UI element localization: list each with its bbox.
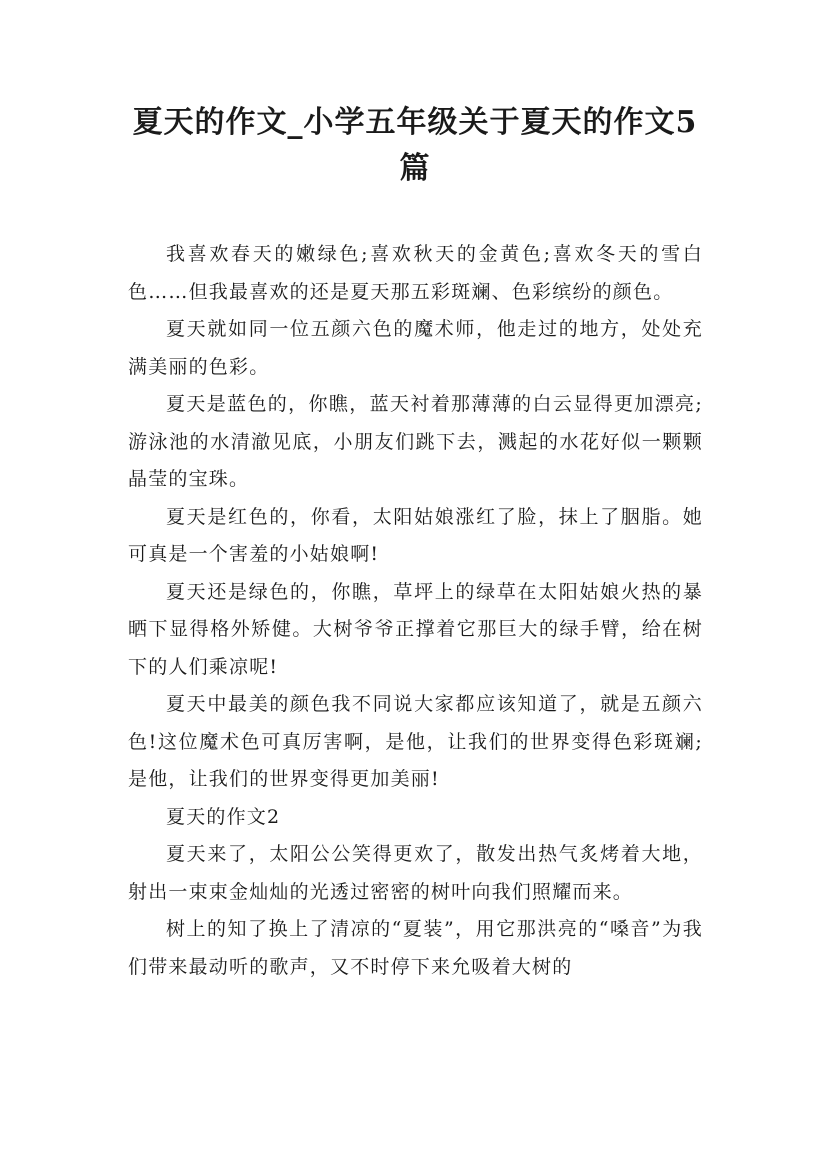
paragraph: 夏天就如同一位五颜六色的魔术师，他走过的地方，处处充满美丽的色彩。 [128,318,703,378]
paragraph: 夏天是蓝色的，你瞧，蓝天衬着那薄薄的白云显得更加漂亮;游泳池的水清澈见底，小朋友们跳下去，溅起的水花好似一颗颗晶莹的宝珠。 [128,393,703,490]
document-body [128,236,703,986]
section-heading: 夏天的作文2 [166,805,281,828]
paragraph: 夏天来了，太阳公公笑得更欢了，散发出热气炙烤着大地，射出一束束金灿灿的光透过密密的树叶向我们照耀而来。 [128,843,703,903]
paragraph: 我喜欢春天的嫩绿色;喜欢秋天的金黄色;喜欢冬天的雪白色……但我最喜欢的还是夏天那五彩斑斓、色彩缤纷的颜色。 [128,243,703,303]
paragraph: 树上的知了换上了清凉的“夏装”，用它那洪亮的“嗓音”为我们带来最动听的歌声，又不时停下来允吸着大树的 [128,918,703,978]
paragraph: 夏天还是绿色的，你瞧，草坪上的绿草在太阳姑娘火热的暴晒下显得格外矫健。大树爷爷正撑着它那巨大的绿手臂，给在树下的人们乘凉呢! [128,580,703,678]
paragraph: 夏天中最美的颜色我不同说大家都应该知道了，就是五颜六色!这位魔术色可真厉害啊，是他，让我们的世界变得色彩斑斓;是他，让我们的世界变得更加美丽! [128,693,703,790]
paragraph: 夏天是红色的，你看，太阳姑娘涨红了脸，抹上了胭脂。她可真是一个害羞的小姑娘啊! [128,505,703,565]
document-title: 夏天的作文_小学五年级关于夏天的作文5篇 [132,105,698,186]
